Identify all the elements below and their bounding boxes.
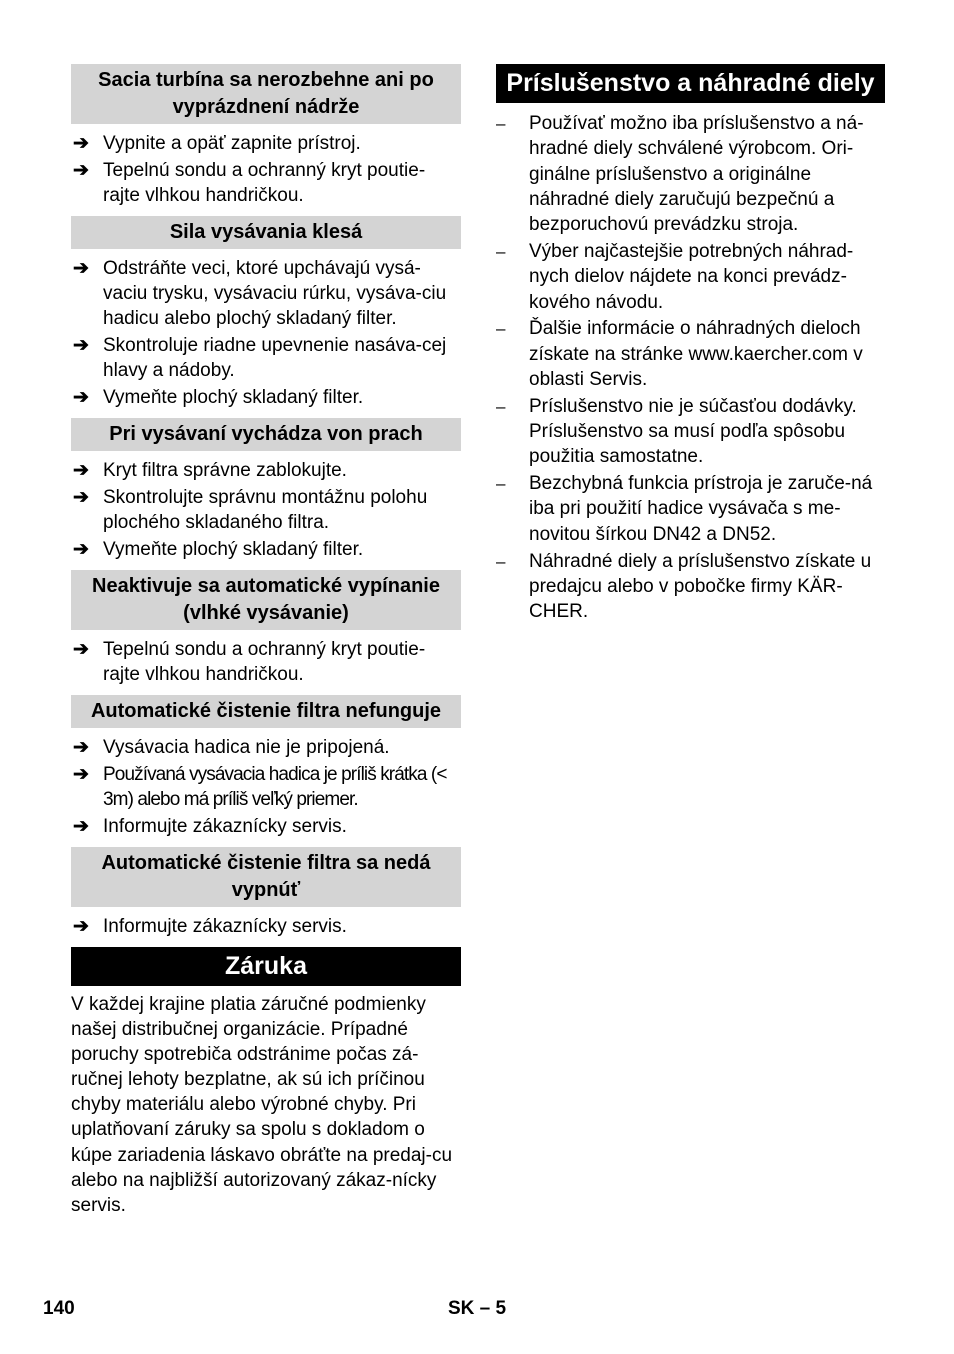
arrow-icon: ➔: [73, 539, 89, 560]
arrow-list: [71, 914, 461, 939]
warranty-text: V každej krajine platia záručné podmienky našej distribučnej organizácie. Prípadné poruchy spotrebiča odstránime počas zá-ručnej lehoty bezplatne, ak sú ich príčinou chyby materiálu alebo výrobné chyby. Pri uplatňovaní záruky sa spolu s dokladom o kúpe zariadenia láskavo obráťte na predaj-cu alebo na najbližší autorizovaný zákaz-nícky servis.: [71, 994, 453, 1216]
dash-icon: –: [496, 551, 506, 571]
list-item: – Náhradné diely a príslušenstvo získate u predajcu alebo v pobočke firmy KÄR-CHER.: [496, 550, 872, 623]
dash-icon: –: [496, 396, 506, 416]
section-heading: Automatické čistenie filtra sa nedá vypnúť: [71, 847, 461, 907]
list-item: ➔ Vypnite a opäť zapnite prístroj.: [73, 133, 361, 154]
arrow-icon: ➔: [73, 639, 89, 660]
dash-icon: –: [496, 114, 506, 133]
list-item: ➔ Skontroluje riadne upevnenie nasáva-cej hlavy a nádoby.: [73, 335, 447, 381]
arrow-list: [71, 458, 461, 562]
list-item: ➔ Používaná vysávacia hadica je príliš krátka (< 3m) alebo má príliš veľký priemer.: [73, 764, 447, 810]
list-item: ➔ Vysávacia hadica nie je pripojená.: [73, 737, 390, 758]
list-item: ➔ Skontrolujte správnu montážnu polohu plochého skladaného filtra.: [73, 487, 428, 533]
list-item: ➔ Odstráňte veci, ktoré upchávajú vysá-vaciu trysku, vysávaciu rúrku, vysáva-ciu hadicu alebo plochý skladaný filter.: [73, 258, 447, 329]
arrow-icon: ➔: [73, 133, 89, 154]
dash-icon: –: [496, 474, 506, 494]
section-filter-cleaning-off: [71, 847, 461, 939]
left-column: [71, 64, 461, 1218]
dash-icon: –: [496, 241, 506, 261]
arrow-icon: ➔: [73, 764, 89, 785]
list-item: – Bezchybná funkcia prístroja je zaruče-ná iba pri použití hadice vysávača s me-novitou šírkou DN42 a DN52.: [496, 473, 873, 545]
right-column: [496, 64, 885, 626]
arrow-icon: ➔: [73, 487, 89, 508]
list-item: ➔ Informujte zákaznícky servis.: [73, 916, 347, 937]
list-item: ➔ Vymeňte plochý skladaný filter.: [73, 387, 364, 408]
arrow-icon: ➔: [73, 737, 89, 758]
arrow-list: [71, 131, 461, 208]
section-warranty: [71, 947, 461, 1218]
section-label: SK – 5: [448, 1298, 507, 1319]
section-filter-cleaning: [71, 695, 461, 839]
accessories-heading: Príslušenstvo a náhradné diely: [496, 64, 885, 103]
list-item: – Používať možno iba príslušenstvo a ná-hradné diely schválené výrobcom. Ori-ginálne príslušenstvo a originálne náhradné diely zaručujú bezpečnú a bezporuchovú prevádzku stroja.: [496, 113, 864, 236]
arrow-icon: ➔: [73, 160, 89, 181]
section-suction-power: [71, 216, 461, 410]
list-item: ➔ Kryt filtra správne zablokujte.: [73, 460, 347, 481]
list-item: ➔ Tepelnú sondu a ochranný kryt poutie-rajte vlhkou handričkou.: [73, 639, 426, 685]
list-item: – Ďalšie informácie o náhradných dieloch získate na stránke www.kaercher.com v oblasti Servis.: [496, 318, 863, 390]
section-heading: Pri vysávaní vychádza von prach: [71, 418, 461, 451]
arrow-icon: ➔: [73, 258, 89, 279]
dash-list: [496, 111, 885, 624]
list-item: ➔ Vymeňte plochý skladaný filter.: [73, 539, 364, 560]
list-item: – Výber najčastejšie potrebných náhrad-nych dielov nájdete na konci prevádz-kového návodu.: [496, 240, 854, 313]
arrow-icon: ➔: [73, 460, 89, 481]
arrow-list: [71, 735, 461, 839]
dash-icon: –: [496, 319, 506, 339]
arrow-icon: ➔: [73, 916, 89, 937]
section-turbine: [71, 64, 461, 208]
section-auto-shutoff: [71, 570, 461, 687]
page-number: 140: [43, 1298, 75, 1319]
list-item: ➔ Informujte zákaznícky servis.: [73, 816, 347, 837]
arrow-list: [71, 256, 461, 410]
section-heading: Sila vysávania klesá: [71, 216, 461, 249]
list-item: ➔ Tepelnú sondu a ochranný kryt poutie-rajte vlhkou handričkou.: [73, 160, 426, 206]
section-dust: [71, 418, 461, 562]
list-item: – Príslušenstvo nie je súčasťou dodávky. Príslušenstvo sa musí podľa spôsobu použitia samostatne.: [496, 395, 857, 468]
section-heading: Automatické čistenie filtra nefunguje: [71, 695, 461, 728]
arrow-icon: ➔: [73, 335, 89, 356]
arrow-icon: ➔: [73, 387, 89, 408]
arrow-icon: ➔: [73, 816, 89, 837]
warranty-heading: Záruka: [71, 947, 461, 986]
section-heading: Neaktivuje sa automatické vypínanie (vlhké vysávanie): [71, 570, 461, 630]
section-heading: Sacia turbína sa nerozbehne ani po vyprázdnení nádrže: [71, 64, 461, 124]
arrow-list: [71, 637, 461, 687]
